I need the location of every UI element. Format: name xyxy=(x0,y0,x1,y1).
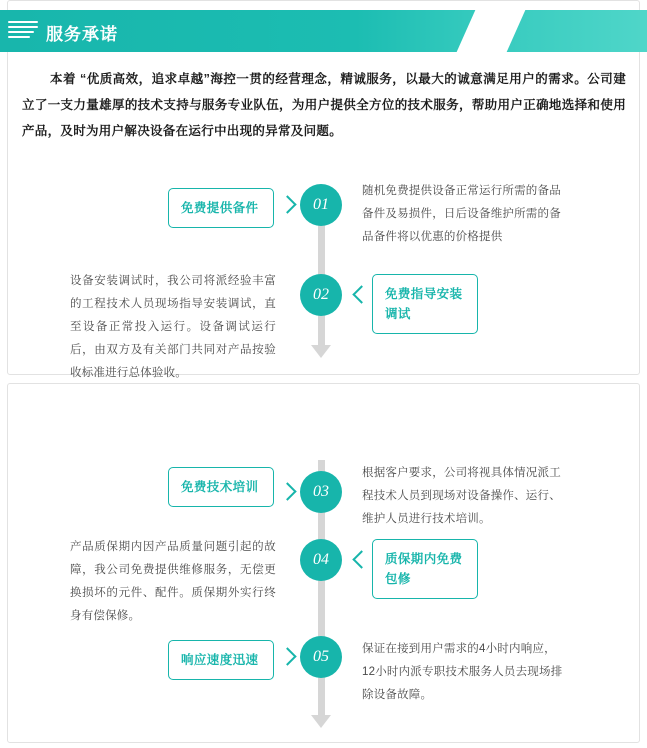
menu-lines-icon xyxy=(8,21,40,41)
page-title: 服务承诺 xyxy=(46,25,118,44)
step-number-03: 03 xyxy=(300,471,342,513)
step-title-02: 免费指导安装调试 xyxy=(372,274,478,334)
step-number-01: 01 xyxy=(300,184,342,226)
step-description-02: 设备安装调试时，我公司将派经验丰富的工程技术人员现场指导安装调试，直至设备正常投入运行。设备调试运行后，由双方及有关部门共同对产品按验收标准进行总体验收。 xyxy=(70,275,276,379)
step-description-03: 根据客户要求，公司将视具体情况派工程技术人员到现场对设备操作、运行、维护人员进行技术培训。 xyxy=(362,467,561,525)
step-number-04: 04 xyxy=(300,539,342,581)
intro-paragraph: 本着 “优质高效，追求卓越”海控一贯的经营理念，精诚服务，以最大的诚意满足用户的需求。公司建立了一支力量雄厚的技术支持与服务专业队伍，为用户提供全方位的技术服务，帮助用户正确地选择和使用产品，及时为用户解决设备在运行中出现的异常及问题。 xyxy=(22,72,626,138)
timeline-arrow-bottom xyxy=(311,715,331,728)
step-description-01: 随机免费提供设备正常运行所需的备品备件及易损件，日后设备维护所需的备品备件将以优惠的价格提供 xyxy=(362,185,561,243)
step-title-04: 质保期内免费包修 xyxy=(372,539,478,599)
step-title-05: 响应速度迅速 xyxy=(168,640,274,680)
step-title-01: 免费提供备件 xyxy=(168,188,274,228)
step-description-05: 保证在接到用户需求的4小时内响应，12小时内派专职技术服务人员去现场排除设备故障。 xyxy=(362,643,563,701)
timeline-arrow-top xyxy=(311,345,331,358)
step-description-04: 产品质保期内因产品质量问题引起的故障，我公司免费提供维修服务，无偿更换损坏的元件、配件。质保期外实行终身有偿保修。 xyxy=(70,541,276,622)
step-number-05: 05 xyxy=(300,636,342,678)
step-number-02: 02 xyxy=(300,274,342,316)
page-header xyxy=(0,10,647,52)
step-title-03: 免费技术培训 xyxy=(168,467,274,507)
